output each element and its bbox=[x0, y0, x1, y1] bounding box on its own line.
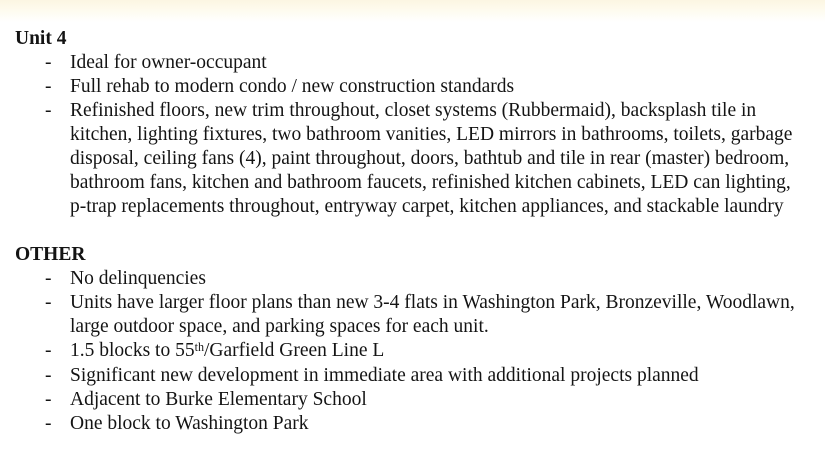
section-heading-other: OTHER bbox=[15, 244, 86, 265]
section-heading-unit-4: Unit 4 bbox=[15, 28, 67, 49]
list-item bbox=[45, 99, 805, 219]
list-item-text: Significant new development in immediate area with additional projects planned bbox=[70, 365, 699, 386]
list-item bbox=[45, 388, 805, 412]
list-item bbox=[45, 412, 805, 436]
list-item-text: Ideal for owner-occupant bbox=[70, 52, 267, 73]
list-item-text: Refinished floors, new trim throughout, closet systems (Rubbermaid), backsplash tile in kitchen, lighting fixtures, two bathroom vanities, LED mirrors in bathrooms, toilets, garbage disposal, ceiling fans (4), paint throughout, doors, bathtub and tile in rear (master) bedroom, bathroom fans, kitchen and bathroom faucets, refinished kitchen cabinets, LED can lighting, p-trap replacements throughout, entryway carpet, kitchen appliances, and stackable laundry bbox=[70, 100, 793, 217]
unit-4-list bbox=[45, 51, 805, 219]
list-item bbox=[45, 291, 805, 339]
list-item-text-post: /Garfield Green Line L bbox=[204, 340, 385, 361]
list-item-text: One block to Washington Park bbox=[70, 413, 309, 434]
list-item bbox=[45, 51, 805, 75]
dash-bullet: - bbox=[45, 292, 52, 313]
dash-bullet: - bbox=[45, 413, 52, 434]
dash-bullet: - bbox=[45, 76, 52, 97]
dash-bullet: - bbox=[45, 52, 52, 73]
section-other bbox=[15, 243, 805, 436]
list-item-text: Full rehab to modern condo / new construction standards bbox=[70, 76, 515, 97]
list-item bbox=[45, 75, 805, 99]
other-list bbox=[45, 267, 805, 436]
ordinal-superscript: th bbox=[194, 339, 204, 354]
dash-bullet: - bbox=[45, 340, 52, 361]
dash-bullet: - bbox=[45, 100, 52, 121]
list-item bbox=[45, 364, 805, 388]
list-item-text: Adjacent to Burke Elementary School bbox=[70, 389, 367, 410]
list-item-text-pre: 1.5 blocks to 55 bbox=[70, 340, 195, 361]
dash-bullet: - bbox=[45, 365, 52, 386]
list-item-text: No delinquencies bbox=[70, 268, 206, 289]
list-item bbox=[45, 267, 805, 291]
list-item-text: Units have larger floor plans than new 3-4 flats in Washington Park, Bronzeville, Woodlawn, large outdoor space, and parking spaces for each unit. bbox=[70, 292, 795, 337]
list-item bbox=[45, 339, 805, 364]
dash-bullet: - bbox=[45, 268, 52, 289]
section-unit-4 bbox=[15, 27, 805, 219]
dash-bullet: - bbox=[45, 389, 52, 410]
